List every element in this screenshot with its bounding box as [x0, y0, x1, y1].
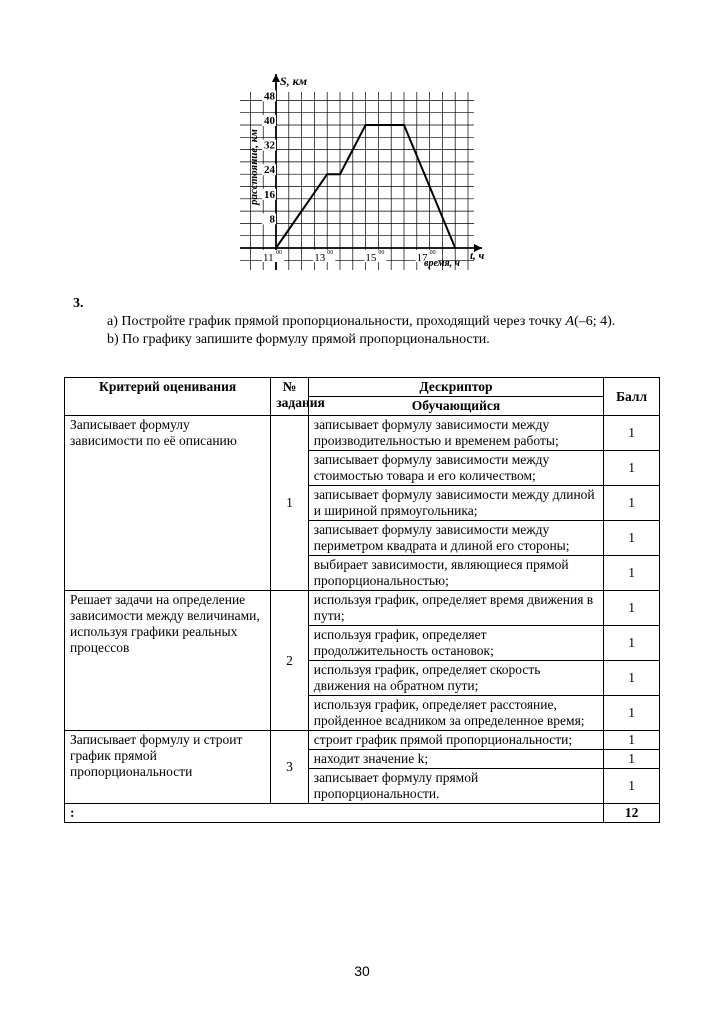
- y-axis-title: S, км: [280, 74, 307, 88]
- score-cell: 1: [604, 556, 660, 591]
- x-tick-hour: 13: [314, 252, 326, 264]
- descriptor-cell: записывает формулу зависимости между периметром квадрата и длиной его стороны;: [308, 521, 603, 556]
- score-cell: 1: [604, 750, 660, 769]
- score-cell: 1: [604, 591, 660, 626]
- task-a-coords: (–6; 4).: [574, 314, 616, 329]
- criterion-cell: Записывает формулу зависимости по её описанию: [65, 416, 271, 591]
- descriptor-cell: используя график, определяет расстояние, пройденное всадником за определенное время;: [308, 696, 603, 731]
- score-cell: 1: [604, 451, 660, 486]
- header-score: Балл: [604, 378, 660, 416]
- descriptor-cell: записывает формулу прямой пропорциональности.: [308, 769, 603, 804]
- y-tick-label: 40: [264, 115, 275, 127]
- task-part-b: b) По графику запишите формулу прямой пропорциональности.: [107, 332, 490, 347]
- descriptor-cell: записывает формулу зависимости между стоимостью товара и его количеством;: [308, 451, 603, 486]
- descriptor-cell: находит значение k;: [308, 750, 603, 769]
- total-label: :: [65, 804, 604, 823]
- x-tick-minutes: 00: [327, 250, 334, 256]
- y-tick-label: 8: [269, 213, 275, 226]
- task-number-cell: 1: [271, 416, 309, 591]
- descriptor-cell: выбирает зависимости, являющиеся прямой пропорциональностью;: [308, 556, 603, 591]
- page-number: 30: [354, 963, 370, 979]
- x-axis-end-label: t, ч: [470, 250, 484, 262]
- descriptor-cell: используя график, определяет время движения в пути;: [308, 591, 603, 626]
- score-cell: 1: [604, 626, 660, 661]
- descriptor-cell: записывает формулу зависимости между производительностью и временем работы;: [308, 416, 603, 451]
- x-tick-hour: 17: [416, 252, 428, 264]
- table-row: [65, 731, 660, 750]
- assessment-table: [64, 377, 660, 823]
- table-row: [65, 591, 660, 626]
- header-task-no: № задания: [271, 378, 309, 416]
- score-cell: 1: [604, 521, 660, 556]
- y-tick-label: 32: [264, 139, 275, 152]
- distance-time-graph: [238, 72, 484, 274]
- score-cell: 1: [604, 661, 660, 696]
- descriptor-cell: записывает формулу зависимости между длиной и шириной прямоугольника;: [308, 486, 603, 521]
- x-tick-minutes: 00: [429, 250, 436, 256]
- task-a-point: A: [565, 314, 575, 329]
- table-row-total: [65, 804, 660, 823]
- table-row: [65, 416, 660, 451]
- table-body: [65, 416, 660, 804]
- task-part-a: [107, 314, 615, 330]
- y-tick-label: 16: [264, 188, 275, 201]
- score-cell: 1: [604, 731, 660, 750]
- x-tick-hour: 11: [263, 252, 274, 264]
- score-cell: 1: [604, 416, 660, 451]
- criterion-cell: Записывает формулу и строит график прямой пропорциональности: [65, 731, 271, 804]
- x-axis-title: время, ч: [424, 258, 460, 269]
- descriptor-cell: строит график прямой пропорциональности;: [308, 731, 603, 750]
- total-score: 12: [604, 804, 660, 823]
- header-criterion: Критерий оценивания: [65, 378, 271, 416]
- header-descriptor: Дескриптор: [308, 378, 603, 397]
- task-number-cell: 2: [271, 591, 309, 731]
- x-tick-minutes: 00: [378, 250, 385, 256]
- score-cell: 1: [604, 696, 660, 731]
- score-cell: 1: [604, 486, 660, 521]
- task-number-cell: 3: [271, 731, 309, 804]
- task-number: 3.: [73, 296, 84, 311]
- y-tick-label: 24: [264, 164, 275, 177]
- score-cell: 1: [604, 769, 660, 804]
- header-student: Обучающийся: [308, 397, 603, 416]
- x-tick-hour: 15: [365, 252, 377, 264]
- y-tick-label: 48: [264, 90, 275, 103]
- task-a-text: a) Постройте график прямой пропорциональности, проходящий через точку: [107, 314, 566, 329]
- x-tick-minutes: 00: [276, 250, 282, 256]
- y-side-label: расстояние, км: [248, 129, 260, 205]
- descriptor-cell: используя график, определяет скорость движения на обратном пути;: [308, 661, 603, 696]
- criterion-cell: Решает задачи на определение зависимости между величинами, используя графики реальных процессов: [65, 591, 271, 731]
- descriptor-cell: используя график, определяет продолжительность остановок;: [308, 626, 603, 661]
